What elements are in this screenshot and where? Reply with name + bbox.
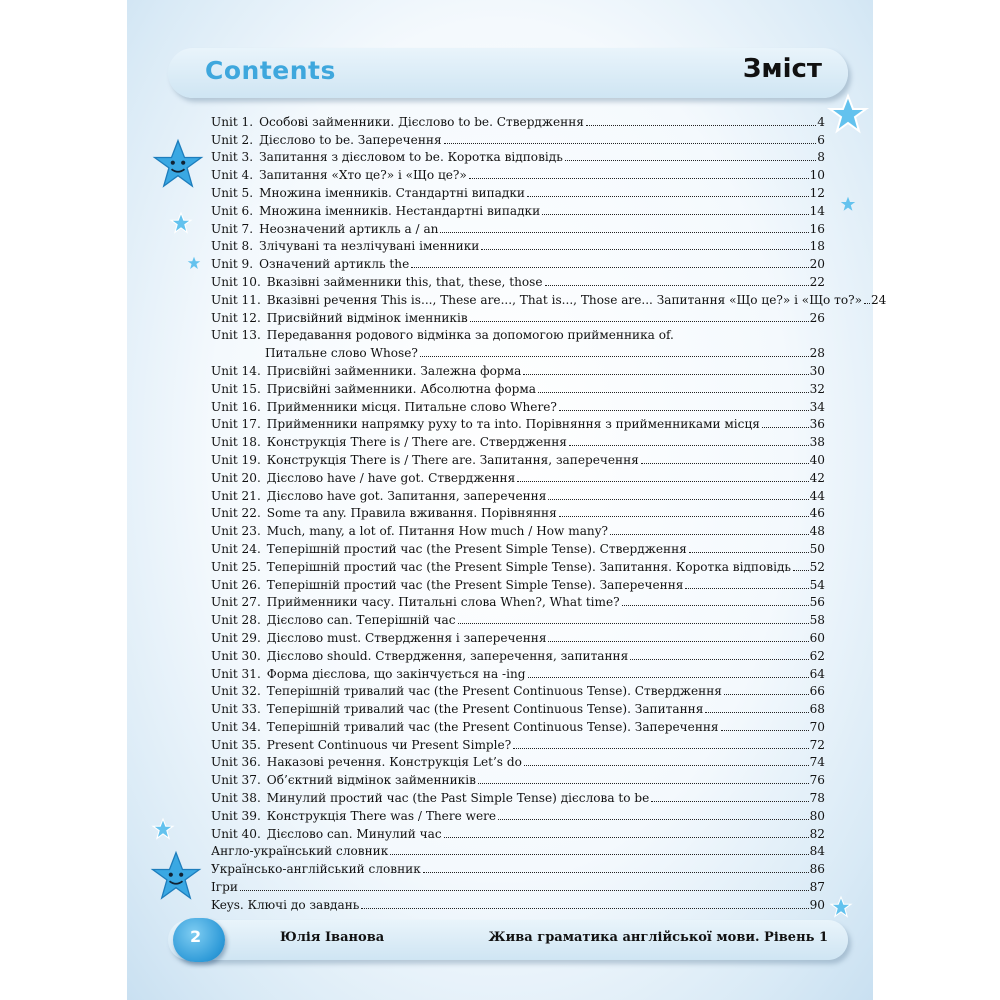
toc-page-number: 70 bbox=[809, 719, 825, 734]
toc-unit-label: Unit 24. bbox=[211, 541, 261, 556]
toc-unit-label: Unit 1. bbox=[211, 114, 254, 129]
toc-entry-title: Дієслово have got. Запитання, заперечення bbox=[266, 488, 547, 503]
toc-leader-dots bbox=[569, 445, 809, 446]
star-icon bbox=[150, 850, 202, 902]
toc-leader-dots bbox=[721, 730, 809, 731]
toc-entry-title: Дієслово can. Теперішній час bbox=[266, 613, 456, 628]
toc-entry[interactable] bbox=[211, 237, 825, 255]
toc-entry-title: Форма дієслова, що закінчується на -ing bbox=[266, 666, 526, 681]
toc-entry-title: Прийменники часу. Питальні слова When?, What time? bbox=[266, 595, 620, 610]
toc-unit-label: Unit 13. bbox=[211, 328, 261, 343]
toc-entry[interactable] bbox=[211, 664, 825, 682]
toc-entry-title: Дієслово have / have got. Ствердження bbox=[266, 470, 516, 485]
toc-leader-dots bbox=[559, 410, 809, 411]
toc-unit-label: Unit 32. bbox=[211, 684, 261, 699]
toc-page-number: 14 bbox=[809, 203, 825, 218]
toc-unit-label: Unit 16. bbox=[211, 399, 261, 414]
toc-entry[interactable] bbox=[211, 290, 887, 308]
toc-page-number: 82 bbox=[809, 826, 825, 841]
toc-entry[interactable] bbox=[211, 699, 825, 717]
toc-entry-title: Неозначений артикль a / an bbox=[259, 221, 439, 236]
toc-entry[interactable] bbox=[211, 450, 825, 468]
toc-leader-dots bbox=[481, 249, 808, 250]
toc-entry-title: Присвійні займенники. Залежна форма bbox=[266, 363, 522, 378]
toc-leader-dots bbox=[622, 605, 809, 606]
toc-unit-label: Unit 39. bbox=[211, 808, 261, 823]
toc-unit-label: Unit 21. bbox=[211, 488, 261, 503]
toc-unit-label: Unit 33. bbox=[211, 702, 261, 717]
toc-entry[interactable] bbox=[211, 165, 825, 183]
toc-page-number: 8 bbox=[817, 150, 825, 165]
toc-page-number: 26 bbox=[809, 310, 825, 325]
toc-entry[interactable] bbox=[211, 628, 825, 646]
star-icon bbox=[830, 896, 852, 918]
toc-unit-label: Unit 40. bbox=[211, 826, 261, 841]
toc-entry[interactable] bbox=[211, 130, 825, 148]
toc-unit-label: Unit 4. bbox=[211, 168, 254, 183]
toc-leader-dots bbox=[705, 712, 808, 713]
star-icon bbox=[152, 138, 204, 190]
toc-entry-title: Присвійні займенники. Абсолютна форма bbox=[266, 381, 536, 396]
toc-leader-dots bbox=[444, 837, 809, 838]
toc-unit-label: Unit 29. bbox=[211, 630, 261, 645]
toc-leader-dots bbox=[793, 570, 809, 571]
toc-entry[interactable] bbox=[211, 219, 825, 237]
toc-leader-dots bbox=[548, 499, 808, 500]
toc-entry[interactable] bbox=[211, 539, 825, 557]
toc-entry-title: Множина іменників. Нестандартні випадки bbox=[259, 203, 541, 218]
toc-page-number: 42 bbox=[809, 470, 825, 485]
toc-page-number: 54 bbox=[809, 577, 825, 592]
toc-leader-dots bbox=[411, 267, 808, 268]
toc-leader-dots bbox=[724, 694, 809, 695]
toc-page-number: 10 bbox=[809, 168, 825, 183]
toc-entry[interactable] bbox=[211, 272, 825, 290]
toc-page-number: 50 bbox=[809, 541, 825, 556]
toc-entry[interactable] bbox=[211, 343, 825, 361]
toc-unit-label: Unit 10. bbox=[211, 274, 261, 289]
toc-unit-label: Unit 34. bbox=[211, 719, 261, 734]
toc-page-number: 12 bbox=[809, 185, 825, 200]
toc-unit-label: Unit 12. bbox=[211, 310, 261, 325]
table-of-contents bbox=[211, 112, 887, 913]
toc-page-number: 58 bbox=[809, 613, 825, 628]
toc-page-number: 18 bbox=[809, 239, 825, 254]
toc-entry[interactable] bbox=[211, 806, 825, 824]
toc-unit-label: Unit 2. bbox=[211, 132, 254, 147]
toc-unit-label: Unit 36. bbox=[211, 755, 261, 770]
toc-entry[interactable] bbox=[211, 379, 825, 397]
toc-entry-title: Наказові речення. Конструкція Let’s do bbox=[266, 755, 522, 770]
toc-unit-label: Unit 15. bbox=[211, 381, 261, 396]
toc-leader-dots bbox=[689, 552, 809, 553]
toc-leader-dots bbox=[565, 160, 817, 161]
toc-page-number: 28 bbox=[809, 346, 825, 361]
toc-leader-dots bbox=[240, 890, 809, 891]
toc-leader-dots bbox=[641, 463, 809, 464]
toc-page-number: 80 bbox=[809, 808, 825, 823]
toc-entry-title: Конструкція There is / There are. Запитання, заперечення bbox=[266, 452, 639, 467]
toc-entry-title: Минулий простий час (the Past Simple Tense) дієслова to be bbox=[266, 791, 650, 806]
toc-unit-label: Unit 8. bbox=[211, 239, 254, 254]
toc-entry-title: Теперішній тривалий час (the Present Continuous Tense). Заперечення bbox=[266, 719, 719, 734]
toc-page-number: 90 bbox=[809, 897, 825, 912]
toc-entry-title: Дієслово can. Минулий час bbox=[266, 826, 442, 841]
toc-leader-dots bbox=[458, 623, 809, 624]
toc-page-number: 86 bbox=[809, 862, 825, 877]
toc-unit-label: Unit 35. bbox=[211, 737, 261, 752]
toc-unit-label: Unit 20. bbox=[211, 470, 261, 485]
toc-entry-title: Особові займенники. Дієслово to be. Ствердження bbox=[259, 114, 584, 129]
book-title: Жива граматика англійської мови. Рівень 1 bbox=[488, 930, 828, 945]
toc-entry-title: Передавання родового відмінка за допомогою прийменника of. bbox=[266, 328, 674, 343]
toc-leader-dots bbox=[527, 196, 809, 197]
title-ukrainian: Зміст bbox=[742, 54, 822, 84]
toc-unit-label: Unit 17. bbox=[211, 417, 261, 432]
page-number: 2 bbox=[190, 927, 202, 946]
toc-page-number: 46 bbox=[809, 506, 825, 521]
toc-unit-label: Unit 14. bbox=[211, 363, 261, 378]
toc-page-number: 87 bbox=[809, 880, 825, 895]
toc-page-number: 20 bbox=[809, 257, 825, 272]
toc-entry[interactable] bbox=[211, 575, 825, 593]
star-icon bbox=[170, 212, 192, 234]
toc-entry[interactable] bbox=[211, 397, 825, 415]
toc-entry-title: Вказівні речення This is..., These are..., That is..., Those are... Запитання «Що це?» і «Що то?» bbox=[266, 292, 862, 307]
toc-entry-title: Теперішній тривалий час (the Present Continuous Tense). Ствердження bbox=[266, 684, 722, 699]
toc-leader-dots bbox=[513, 748, 808, 749]
toc-page-number: 16 bbox=[809, 221, 825, 236]
toc-leader-dots bbox=[523, 374, 808, 375]
toc-leader-dots bbox=[361, 908, 808, 909]
toc-leader-dots bbox=[559, 516, 809, 517]
toc-entry[interactable] bbox=[211, 753, 825, 771]
toc-entry[interactable] bbox=[211, 824, 825, 842]
toc-unit-label: Unit 37. bbox=[211, 773, 261, 788]
toc-leader-dots bbox=[498, 819, 809, 820]
toc-unit-label: Unit 28. bbox=[211, 613, 261, 628]
toc-entry-title: Множина іменників. Стандартні випадки bbox=[259, 185, 525, 200]
toc-leader-dots bbox=[524, 765, 809, 766]
toc-leader-dots bbox=[440, 232, 808, 233]
toc-page-number: 48 bbox=[809, 524, 825, 539]
toc-entry-title: Much, many, a lot of. Питання How much / How many? bbox=[266, 524, 609, 539]
toc-leader-dots bbox=[586, 125, 816, 126]
toc-entry[interactable] bbox=[211, 557, 825, 575]
toc-entry[interactable] bbox=[211, 504, 825, 522]
toc-entry[interactable] bbox=[211, 788, 825, 806]
toc-entry[interactable] bbox=[211, 682, 825, 700]
toc-leader-dots bbox=[542, 214, 808, 215]
toc-page-number: 84 bbox=[809, 844, 825, 859]
toc-entry-title: Ігри bbox=[211, 880, 238, 895]
toc-entry[interactable] bbox=[211, 183, 825, 201]
toc-page-number: 36 bbox=[809, 417, 825, 432]
toc-page-number: 64 bbox=[809, 666, 825, 681]
toc-entry[interactable] bbox=[211, 735, 825, 753]
toc-entry-title: Теперішній простий час (the Present Simple Tense). Ствердження bbox=[266, 541, 687, 556]
toc-unit-label: Unit 22. bbox=[211, 506, 261, 521]
toc-entry[interactable] bbox=[211, 521, 825, 539]
toc-page-number: 76 bbox=[809, 773, 825, 788]
toc-entry-title: Прийменники напрямку руху to та into. Порівняння з прийменниками місця bbox=[266, 417, 760, 432]
toc-leader-dots bbox=[470, 321, 809, 322]
toc-entry-title: Дієслово must. Ствердження і заперечення bbox=[266, 630, 547, 645]
toc-page-number: 66 bbox=[809, 684, 825, 699]
toc-page-number: 56 bbox=[809, 595, 825, 610]
toc-entry-title: Запитання з дієсловом to be. Коротка відповідь bbox=[259, 150, 563, 165]
toc-leader-dots bbox=[548, 641, 808, 642]
toc-entry-title: Злічувані та незлічувані іменники bbox=[259, 239, 480, 254]
toc-page-number: 78 bbox=[809, 791, 825, 806]
toc-page-number: 34 bbox=[809, 399, 825, 414]
star-icon bbox=[187, 256, 201, 270]
toc-page-number: 38 bbox=[809, 435, 825, 450]
toc-page-number: 60 bbox=[809, 630, 825, 645]
toc-leader-dots bbox=[390, 854, 808, 855]
toc-leader-dots bbox=[469, 178, 809, 179]
star-icon bbox=[152, 818, 174, 840]
toc-entry[interactable] bbox=[211, 308, 825, 326]
toc-entry[interactable] bbox=[211, 717, 825, 735]
toc-unit-label: Unit 30. bbox=[211, 648, 261, 663]
toc-entry[interactable] bbox=[211, 859, 825, 877]
star-icon bbox=[828, 94, 868, 134]
toc-unit-label: Unit 7. bbox=[211, 221, 254, 236]
toc-entry[interactable] bbox=[211, 842, 825, 860]
toc-unit-label: Unit 19. bbox=[211, 452, 261, 467]
toc-leader-dots bbox=[420, 356, 809, 357]
toc-entry-title: Запитання «Хто це?» і «Що це?» bbox=[259, 168, 467, 183]
toc-unit-label: Unit 11. bbox=[211, 292, 261, 307]
toc-leader-dots bbox=[762, 427, 809, 428]
toc-unit-label: Unit 6. bbox=[211, 203, 254, 218]
toc-entry-title: Теперішній простий час (the Present Simple Tense). Запитання. Коротка відповідь bbox=[266, 559, 791, 574]
toc-page-number: 68 bbox=[809, 702, 825, 717]
toc-entry[interactable] bbox=[211, 468, 825, 486]
toc-leader-dots bbox=[538, 392, 809, 393]
toc-entry-title: Об’єктний відмінок займенників bbox=[266, 773, 476, 788]
toc-page-number: 4 bbox=[817, 114, 825, 129]
title-english: Contents bbox=[205, 56, 336, 85]
toc-page-number: 40 bbox=[809, 452, 825, 467]
toc-entry-title: Питальне слово Whose? bbox=[265, 346, 418, 361]
toc-page-number: 72 bbox=[809, 737, 825, 752]
toc-unit-label: Unit 18. bbox=[211, 435, 261, 450]
toc-entry-title: Дієслово should. Ствердження, заперечення, запитання bbox=[266, 648, 629, 663]
toc-entry[interactable] bbox=[211, 593, 825, 611]
toc-entry-title: Означений артикль the bbox=[259, 257, 410, 272]
toc-entry-title: Англо-український словник bbox=[211, 844, 389, 859]
star-icon bbox=[840, 196, 856, 212]
toc-leader-dots bbox=[630, 659, 808, 660]
toc-entry-title: Присвійний відмінок іменників bbox=[266, 310, 468, 325]
toc-entry-title: Теперішній тривалий час (the Present Continuous Tense). Запитання bbox=[266, 702, 704, 717]
toc-page-number: 52 bbox=[809, 559, 825, 574]
toc-unit-label: Unit 23. bbox=[211, 524, 261, 539]
toc-leader-dots bbox=[478, 783, 809, 784]
toc-entry[interactable] bbox=[211, 415, 825, 433]
toc-leader-dots bbox=[528, 677, 809, 678]
toc-unit-label: Unit 26. bbox=[211, 577, 261, 592]
toc-entry[interactable] bbox=[211, 148, 825, 166]
toc-unit-label: Unit 5. bbox=[211, 185, 254, 200]
toc-unit-label: Unit 31. bbox=[211, 666, 261, 681]
toc-entry-title: Keys. Ключі до завдань bbox=[211, 897, 360, 912]
toc-entry-title: Конструкція There is / There are. Ствердження bbox=[266, 435, 567, 450]
toc-unit-label: Unit 25. bbox=[211, 559, 261, 574]
toc-entry-title: Вказівні займенники this, that, these, those bbox=[266, 274, 543, 289]
toc-leader-dots bbox=[444, 143, 817, 144]
toc-entry[interactable] bbox=[211, 877, 825, 895]
toc-page-number: 62 bbox=[809, 648, 825, 663]
toc-entry-title: Прийменники місця. Питальне слово Where? bbox=[266, 399, 557, 414]
toc-page-number: 74 bbox=[809, 755, 825, 770]
toc-entry[interactable] bbox=[211, 646, 825, 664]
toc-entry-title: Конструкція There was / There were bbox=[266, 808, 497, 823]
toc-entry-title: Дієслово to be. Заперечення bbox=[259, 132, 442, 147]
toc-unit-label: Unit 38. bbox=[211, 791, 261, 806]
toc-leader-dots bbox=[545, 285, 809, 286]
toc-page-number: 22 bbox=[809, 274, 825, 289]
toc-page-number: 6 bbox=[817, 132, 825, 147]
toc-leader-dots bbox=[651, 801, 808, 802]
toc-unit-label: Unit 9. bbox=[211, 257, 254, 272]
toc-entry-title: Some та any. Правила вживання. Порівняння bbox=[266, 506, 557, 521]
toc-leader-dots bbox=[685, 588, 808, 589]
toc-leader-dots bbox=[517, 481, 808, 482]
toc-entry[interactable] bbox=[211, 432, 825, 450]
toc-leader-dots bbox=[423, 872, 809, 873]
toc-entry[interactable] bbox=[211, 610, 825, 628]
toc-entry[interactable] bbox=[211, 254, 825, 272]
toc-leader-dots bbox=[610, 534, 809, 535]
toc-entry[interactable] bbox=[211, 361, 825, 379]
toc-entry[interactable] bbox=[211, 326, 825, 344]
toc-entry-title: Теперішній простий час (the Present Simple Tense). Заперечення bbox=[266, 577, 684, 592]
toc-page-number: 32 bbox=[809, 381, 825, 396]
toc-page-number: 30 bbox=[809, 363, 825, 378]
toc-entry[interactable] bbox=[211, 201, 825, 219]
toc-page-number: 44 bbox=[809, 488, 825, 503]
toc-entry[interactable] bbox=[211, 112, 825, 130]
toc-page-number: 24 bbox=[870, 292, 887, 307]
toc-entry-title: Українсько-англійський словник bbox=[211, 862, 421, 877]
toc-unit-label: Unit 3. bbox=[211, 150, 254, 165]
toc-entry[interactable] bbox=[211, 895, 825, 913]
toc-unit-label: Unit 27. bbox=[211, 595, 261, 610]
toc-leader-dots bbox=[864, 303, 870, 304]
author-name: Юлія Іванова bbox=[280, 930, 385, 945]
toc-entry[interactable] bbox=[211, 770, 825, 788]
toc-entry-title: Present Continuous чи Present Simple? bbox=[266, 737, 512, 752]
toc-entry[interactable] bbox=[211, 486, 825, 504]
